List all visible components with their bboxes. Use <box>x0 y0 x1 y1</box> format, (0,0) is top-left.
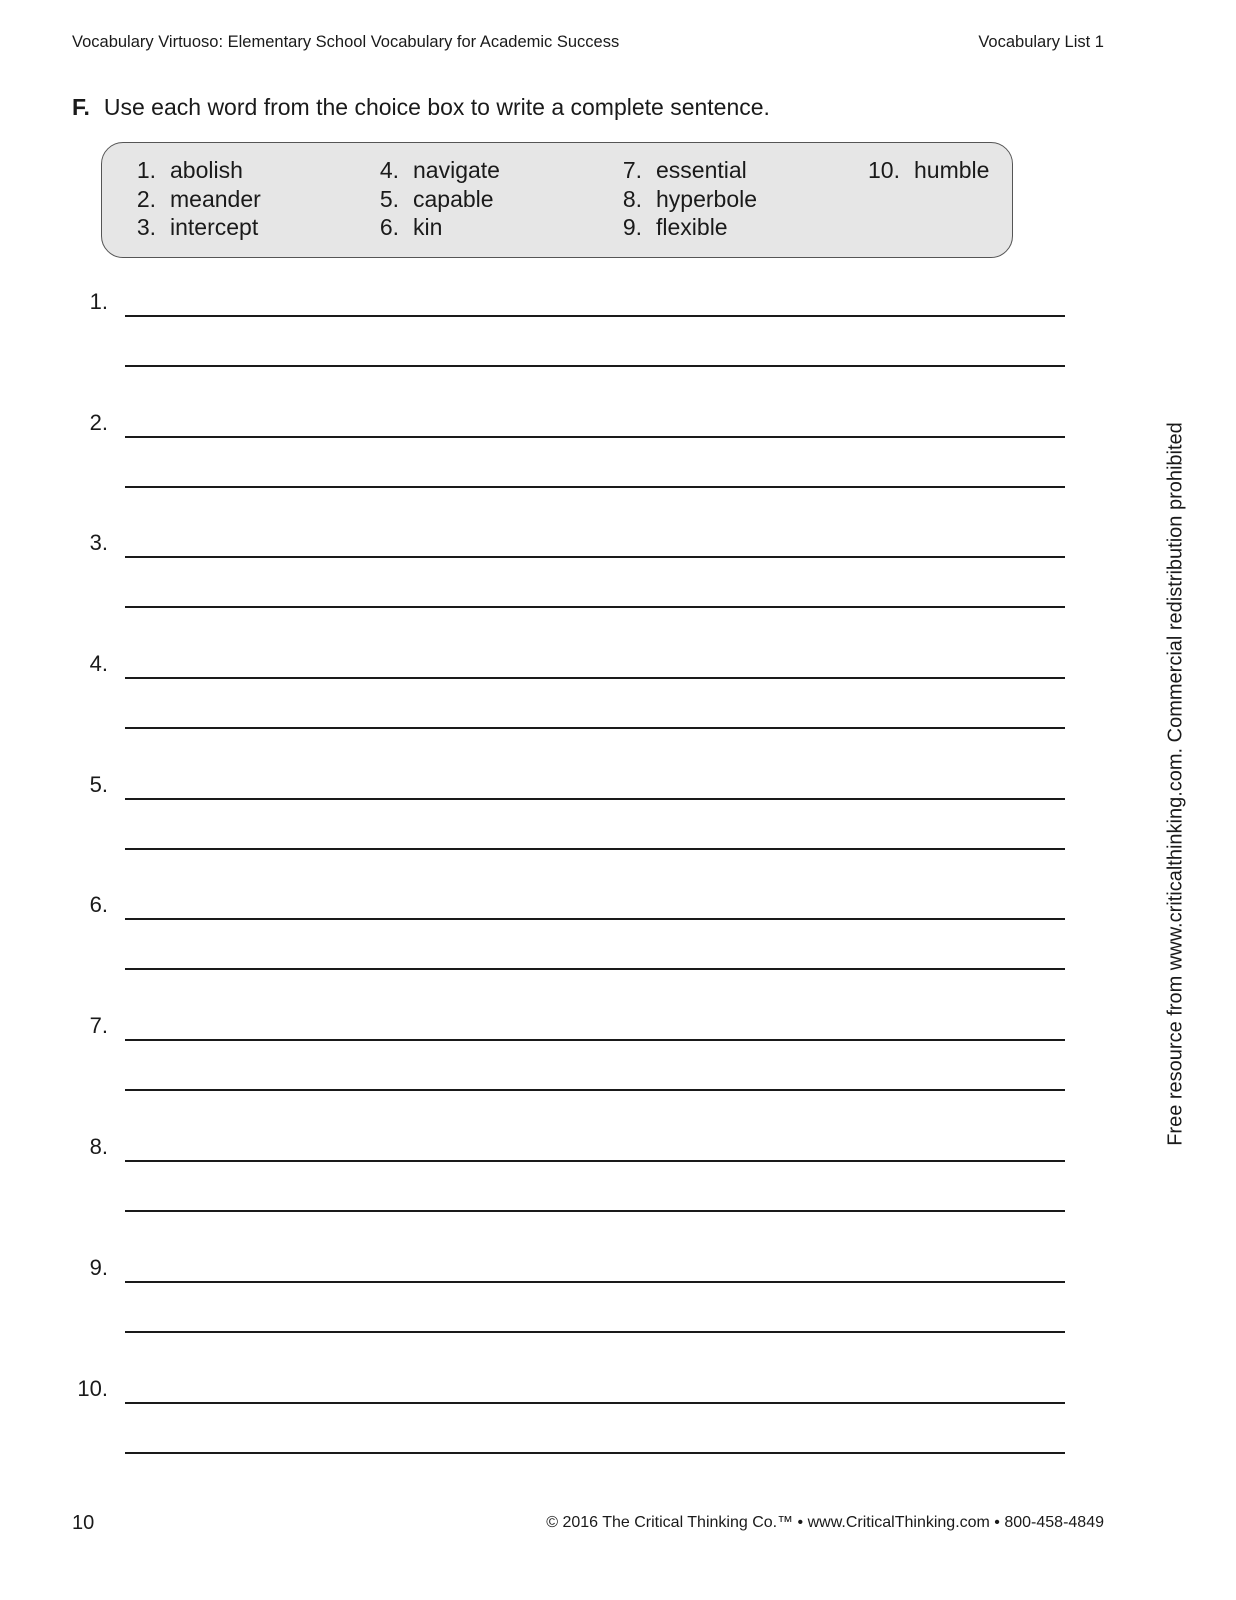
choice-word: kin <box>413 214 443 240</box>
side-note: Free resource from www.criticalthinking.com. Commercial redistribution prohibited <box>1164 422 1187 1146</box>
answer-line[interactable] <box>125 556 1065 558</box>
answer-line[interactable] <box>125 918 1065 920</box>
answer-line[interactable] <box>125 315 1065 317</box>
answer-row[interactable] <box>0 530 1100 644</box>
answer-line[interactable] <box>125 677 1065 679</box>
answer-row[interactable] <box>0 892 1100 1006</box>
choice-column <box>621 156 757 242</box>
choice-number: 6. <box>379 214 399 240</box>
answer-line[interactable] <box>125 606 1065 608</box>
answer-row[interactable] <box>0 772 1100 886</box>
answer-row[interactable] <box>0 289 1100 403</box>
choice-item <box>378 213 500 242</box>
answer-row[interactable] <box>0 1376 1100 1490</box>
answer-line[interactable] <box>125 1210 1065 1212</box>
answer-number: 2. <box>89 410 108 435</box>
answer-line[interactable] <box>125 968 1065 970</box>
choice-number: 4. <box>379 157 399 183</box>
answer-line[interactable] <box>125 1281 1065 1283</box>
choice-word: abolish <box>170 157 243 183</box>
choice-item <box>135 213 261 242</box>
choice-word: meander <box>170 185 261 212</box>
answer-number: 3. <box>89 530 108 555</box>
choice-word: hyperbole <box>656 185 758 212</box>
answer-line[interactable] <box>125 1089 1065 1091</box>
answer-line[interactable] <box>125 798 1065 800</box>
instruction-text: Use each word from the choice box to write a complete sentence. <box>103 94 770 120</box>
answer-number: 1. <box>89 289 108 314</box>
answer-row[interactable] <box>0 1134 1100 1248</box>
page-header-list-label: Vocabulary List 1 <box>978 33 1104 51</box>
page-header-title: Vocabulary Virtuoso: Elementary School Vocabulary for Academic Success <box>72 33 620 51</box>
choice-item <box>135 156 261 185</box>
answer-row[interactable] <box>0 651 1100 765</box>
answer-line[interactable] <box>125 365 1065 367</box>
choice-word: essential <box>656 157 747 183</box>
answer-line[interactable] <box>125 848 1065 850</box>
choice-column <box>135 156 261 242</box>
choice-number: 8. <box>622 185 642 212</box>
choice-number: 2. <box>136 185 156 212</box>
choice-item <box>866 156 989 185</box>
choice-item <box>621 156 757 185</box>
answer-line[interactable] <box>125 1039 1065 1041</box>
answer-line[interactable] <box>125 1160 1065 1162</box>
choice-item <box>378 156 500 185</box>
choice-number: 3. <box>136 214 156 240</box>
footer-copyright: © 2016 The Critical Thinking Co.™ • www.CriticalThinking.com • 800-458-4849 <box>546 1514 1104 1531</box>
answer-number: 5. <box>89 772 108 797</box>
choice-item <box>621 185 757 214</box>
answer-line[interactable] <box>125 1402 1065 1404</box>
answer-number: 9. <box>89 1255 108 1280</box>
choice-word: humble <box>914 157 990 183</box>
choice-word: navigate <box>413 157 500 183</box>
choice-word: capable <box>413 185 494 212</box>
choice-number: 9. <box>622 214 642 240</box>
choice-number: 7. <box>622 157 642 183</box>
answer-number: 8. <box>89 1134 108 1159</box>
answer-row[interactable] <box>0 410 1100 524</box>
choice-word: intercept <box>170 214 259 240</box>
answer-row[interactable] <box>0 1013 1100 1127</box>
choice-word: flexible <box>656 214 728 240</box>
answer-row[interactable] <box>0 1255 1100 1369</box>
answer-line[interactable] <box>125 1331 1065 1333</box>
answer-line[interactable] <box>125 1452 1065 1454</box>
answer-number: 7. <box>89 1013 108 1038</box>
answer-number: 10. <box>77 1376 108 1401</box>
instruction-letter: F. <box>72 94 90 120</box>
answer-line[interactable] <box>125 727 1065 729</box>
choice-box <box>101 142 1013 258</box>
choice-item <box>621 213 757 242</box>
choice-column <box>866 156 989 185</box>
choice-column <box>378 156 500 242</box>
answer-line[interactable] <box>125 436 1065 438</box>
instruction <box>72 94 770 121</box>
choice-item <box>135 185 261 214</box>
choice-item <box>378 185 500 214</box>
answer-number: 4. <box>89 651 108 676</box>
choice-number: 1. <box>136 157 156 183</box>
answer-number: 6. <box>89 892 108 917</box>
choice-number: 10. <box>868 157 900 183</box>
page-number: 10 <box>72 1512 95 1534</box>
choice-number: 5. <box>379 185 399 212</box>
answer-line[interactable] <box>125 486 1065 488</box>
